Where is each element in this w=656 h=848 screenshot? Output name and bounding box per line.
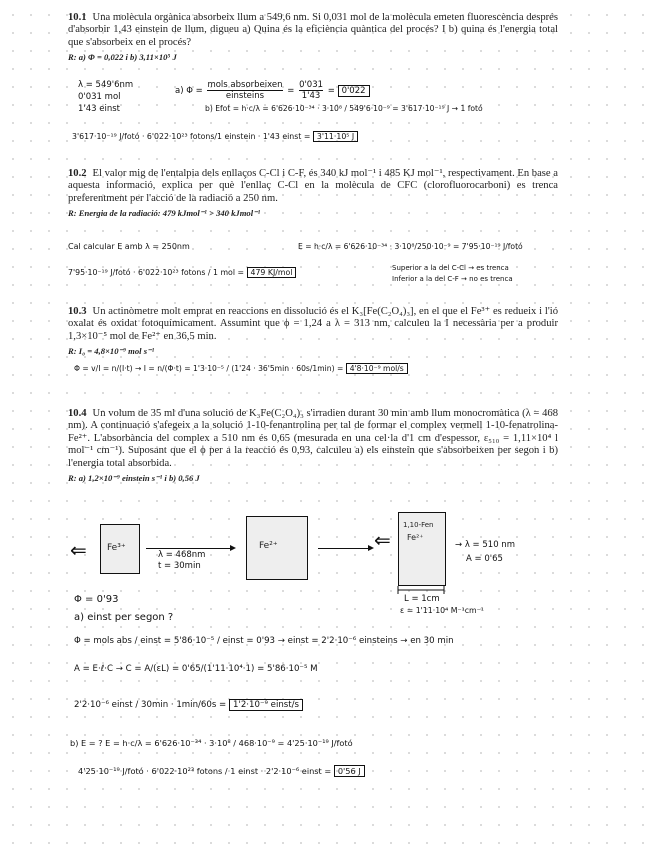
problem-text: Un actinòmetre molt emprat en reaccions en dissolució és el K₃[Fe(C₂O₄)₃], en el que el Fe³⁺ es redueix i l'ió oxalat és oxidat fotoquímicament. Assumint que ϕ = 1,24 a λ = 313 nm, calculeu la I necessària per a produir 1,3×10⁻⁵ mol de Fe²⁺ en 36,5 min. [68,306,558,342]
hw-photon-energy: b) Efot = h·c/λ = 6'626·10⁻³⁴ · 3·10⁸ / 549'6·10⁻⁹ = 3'617·10⁻¹⁹ J → 1 fotó [205,104,483,113]
hw-result-a: 0'022 [338,85,370,97]
hw-beer-lambert: A = E·ℓ·C → C = A/(εL) = 0'65/(1'11·10⁴·1) = 5'86·10⁻⁵ M [74,664,318,674]
cuvette-label-fe2: Fe²⁺ [407,533,424,542]
problem-text: Una molècula orgànica absorbeix llum a 549,6 nm. Si 0,031 mol de la molècula emeten fluorescència després d'absorbir 1,43 einstein de llum, digueu a) Quina és la eficiència quàntica del procés? I b) quina és l'energia total que s'absorbeix en el procés? [68,12,558,48]
hw-detect-lambda: → λ = 510 nm [455,540,515,550]
hw-energy-total-eq: 4'25·10⁻¹⁹ J/fotó · 6'022·10²³ fotons / 1 einst · 2'2·10⁻⁶ einst = [78,766,332,776]
problem-answer: R: a) Φ = 0,022 i b) 3,11×10⁵ J [68,52,177,63]
problem-answer: R: I₀ = 4,8×10⁻⁹ mol s⁻¹ [68,346,155,357]
hw-a-label: a) Φ = [175,86,203,96]
hw-absorbance: A = 0'65 [466,554,503,564]
hw-result-b: 0'56 J [334,765,365,777]
hw-frac-den: einsteins [225,91,265,101]
hw-data-mol: 0'031 mol [78,92,121,102]
cuvette-label: Fe²⁺ [259,541,278,551]
problem-number: 10.4 [68,408,87,419]
light-arrow-icon: ⇐ [70,538,87,562]
problem-number: 10.2 [68,168,87,179]
hw-data-einst: 1'43 einst [78,104,121,114]
hw-result: 479 KJ/mol [247,267,297,278]
problem-answer: R: a) 1,2×10⁻⁹ einstein s⁻¹ i b) 0,56 J [68,473,200,484]
problem-text: Un volum de 35 ml d'una solució de K₃Fe(C₂O₄)₃ s'irradien durant 30 min amb llum monocromàtica (λ = 468 nm). A continuació s'afegeix a la solució 1-10-fenantrolina per tal de formar el complex vermell 1-10-fenatrolina-Fe²⁺. L'absorbància del complex a 510 nm és 0,65 (mesurada en una cel·la d'1 cm d'espessor, ε₅₁₀ = 1,11×10⁴ l mol⁻¹ cm⁻¹). Suposant que el ϕ per a la reacció és 0,93, calculeu a) els einstein que s'absorbeixen per segon i b) l'energia total absorbida. [68,408,558,469]
hw-quantum-yield: a) Φ = $\frac{\text{mols absorbeixen}}{\text{einsteins}}$ = $\frac{0'031}{1'43}$ = 0'022 [175,80,370,101]
hw-phi-equation: Φ = mols abs / einst = 5'86·10⁻⁵ / einst = 0'93 → einst = 2'2·10⁻⁶ einsteins → en 30 min [74,636,454,646]
hw-result: 4'8·10⁻⁹ mol/s [346,363,408,374]
problem-answer: R: Energia de la radiació: 479 kJmol⁻¹ > 340 kJmol⁻¹ [68,208,261,219]
hw-note-superior: Superior a la del C-Cl → es trenca [392,264,509,272]
problem-number: 10.3 [68,306,87,317]
hw-epsilon: ε = 1'11·10⁴ M⁻¹cm⁻¹ [400,606,484,615]
cuvette-label: Fe³⁺ [107,543,126,553]
cuvette-label-fen: 1,10-Fen [403,521,434,529]
hw-calc-intro: Cal calcular E amb λ = 250nm [68,242,190,251]
light-arrow-icon: ⇐ [374,528,391,552]
hw-intensity-formula: Φ = v/I = n/(I·t) → I = n/(Φ·t) = 1'3·10⁻⁵ / (1'24 · 36'5min · 60s/1min) = [74,364,344,373]
hw-result-a: 1'2·10⁻⁹ einst/s [229,699,303,711]
hw-frac-num: mols absorbeixen [207,80,283,90]
hw-irradiation-lambda: λ = 468nm [158,550,206,560]
problem-number: 10.1 [68,12,87,23]
hw-cell-length: L = 1cm [404,594,440,604]
hw-frac2-num: 0'031 [299,80,324,90]
hw-data-lambda: λ = 549'6nm [78,80,134,90]
hw-question-b: b) E = ? E = h·c/λ = 6'626·10⁻³⁴ · 3·10⁸ / 468·10⁻⁹ = 4'25·10⁻¹⁹ J/fotó [70,738,353,748]
hw-question-a: a) einst per segon ? [74,612,174,623]
hw-frac2-den: 1'43 [301,91,321,101]
hw-molar-energy-eq: 7'95·10⁻¹⁹ J/fotó · 6'022·10²³ fotons / 1 mol = [68,268,245,277]
hw-energy-eq: E = h·c/λ = 6'626·10⁻³⁴ · 3·10⁸/250·10⁻⁹ = 7'95·10⁻¹⁹ J/fotó [298,242,523,251]
hw-irradiation-time: t = 30min [158,561,201,571]
problem-text: El valor mig de l'entalpia dels enllaços C-Cl i C-F, és 340 kJ mol⁻¹ i 485 KJ mol⁻¹, respectivament. En base a aquesta informació, explica per què l'enllaç C-Cl en la molècula de CFC (clorofluorocarboni) es trenca preferentment per l'acció de la radiació a 250 nm. [68,168,558,204]
hw-total-energy-eq: 3'617·10⁻¹⁹ J/fotó · 6'022·10²³ fotons/1 einstein · 1'43 einst = [72,132,311,141]
hw-result-b: 3'11·10⁵ J [313,131,358,142]
hw-note-inferior: Inferior a la del C-F → no es trenca [392,275,513,283]
hw-phi: Φ = 0'93 [74,594,119,605]
hw-rate-eq: 2'2·10⁻⁶ einst / 30min · 1min/60s = [74,700,227,710]
